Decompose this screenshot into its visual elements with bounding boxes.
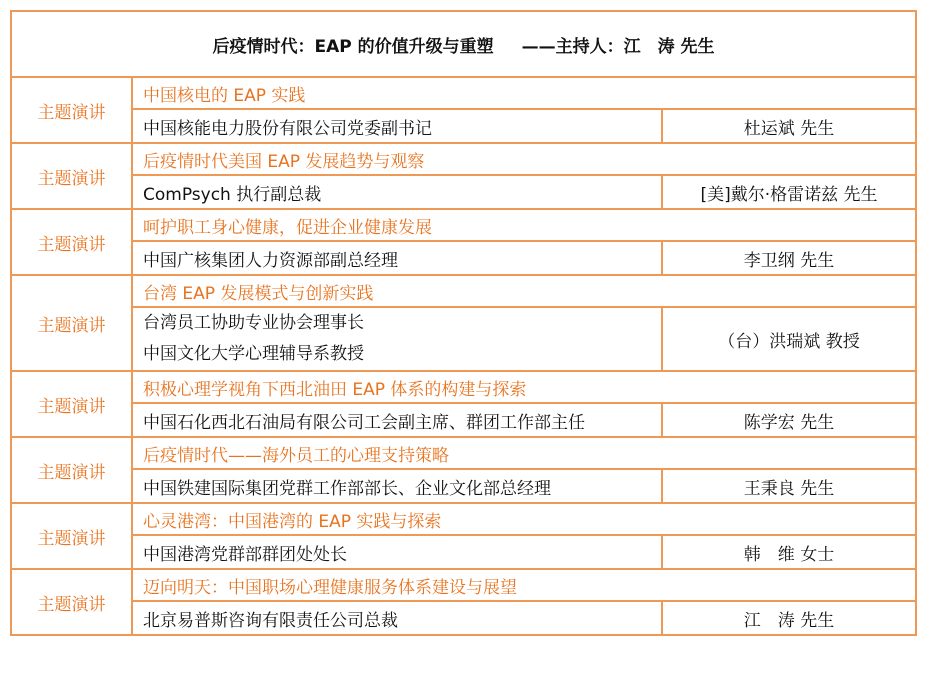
session-speaker-row	[11, 175, 916, 209]
speaker-organization	[132, 601, 662, 635]
session-topic: 台湾 EAP 发展模式与创新实践	[132, 275, 916, 307]
title-main: 后疫情时代：EAP 的价值升级与重塑	[212, 36, 494, 57]
session-speaker-row	[11, 535, 916, 569]
speaker-organization	[132, 241, 662, 275]
session-kind: 主题演讲	[11, 209, 132, 275]
session-speaker-row	[11, 469, 916, 503]
session-topic-row	[11, 503, 916, 535]
session-topic: 心灵港湾：中国港湾的 EAP 实践与探索	[132, 503, 916, 535]
agenda-title	[11, 11, 916, 77]
speaker-name: 韩 维 女士	[662, 535, 916, 569]
session-speaker-row	[11, 241, 916, 275]
organization-line: 北京易普斯咨询有限责任公司总裁	[143, 610, 398, 631]
session-speaker-row	[11, 109, 916, 143]
organization-line: 中国港湾党群部群团处处长	[143, 544, 347, 565]
agenda-table	[10, 10, 917, 636]
session-speaker-row	[11, 403, 916, 437]
session-topic-row	[11, 275, 916, 307]
session-topic-row	[11, 77, 916, 109]
title-row	[11, 11, 916, 77]
session-topic-row	[11, 371, 916, 403]
session-kind: 主题演讲	[11, 275, 132, 371]
session-topic-row	[11, 209, 916, 241]
session-topic: 呵护职工身心健康，促进企业健康发展	[132, 209, 916, 241]
session-topic: 后疫情时代美国 EAP 发展趋势与观察	[132, 143, 916, 175]
session-topic: 后疫情时代——海外员工的心理支持策略	[132, 437, 916, 469]
speaker-organization	[132, 535, 662, 569]
session-speaker-row	[11, 307, 916, 371]
organization-line: ComPsych 执行副总裁	[143, 184, 322, 205]
speaker-organization	[132, 307, 662, 371]
session-topic: 迈向明天：中国职场心理健康服务体系建设与展望	[132, 569, 916, 601]
organization-line: 中国铁建国际集团党群工作部部长、企业文化部总经理	[143, 478, 551, 499]
session-topic-row	[11, 437, 916, 469]
speaker-organization	[132, 469, 662, 503]
title-host: ——主持人：江 涛 先生	[521, 36, 715, 57]
session-speaker-row	[11, 601, 916, 635]
speaker-organization	[132, 175, 662, 209]
session-topic-row	[11, 143, 916, 175]
session-topic: 积极心理学视角下西北油田 EAP 体系的构建与探索	[132, 371, 916, 403]
organization-line: 中国广核集团人力资源部副总经理	[143, 250, 398, 271]
organization-line: 台湾员工协助专业协会理事长	[143, 313, 364, 333]
speaker-name: 江 涛 先生	[662, 601, 916, 635]
organization-line: 中国石化西北石油局有限公司工会副主席、群团工作部主任	[143, 412, 585, 433]
speaker-organization	[132, 109, 662, 143]
session-topic: 中国核电的 EAP 实践	[132, 77, 916, 109]
speaker-organization	[132, 403, 662, 437]
speaker-name: 陈学宏 先生	[662, 403, 916, 437]
organization-line: 中国核能电力股份有限公司党委副书记	[143, 118, 432, 139]
session-kind: 主题演讲	[11, 569, 132, 635]
session-kind: 主题演讲	[11, 143, 132, 209]
speaker-name: [美]戴尔·格雷诺兹 先生	[662, 175, 916, 209]
speaker-name: （台）洪瑞斌 教授	[662, 307, 916, 371]
session-kind: 主题演讲	[11, 503, 132, 569]
session-topic-row	[11, 569, 916, 601]
session-kind: 主题演讲	[11, 371, 132, 437]
session-kind: 主题演讲	[11, 437, 132, 503]
session-kind: 主题演讲	[11, 77, 132, 143]
speaker-name: 李卫纲 先生	[662, 241, 916, 275]
organization-line: 中国文化大学心理辅导系教授	[143, 344, 364, 364]
speaker-name: 王秉良 先生	[662, 469, 916, 503]
speaker-name: 杜运斌 先生	[662, 109, 916, 143]
